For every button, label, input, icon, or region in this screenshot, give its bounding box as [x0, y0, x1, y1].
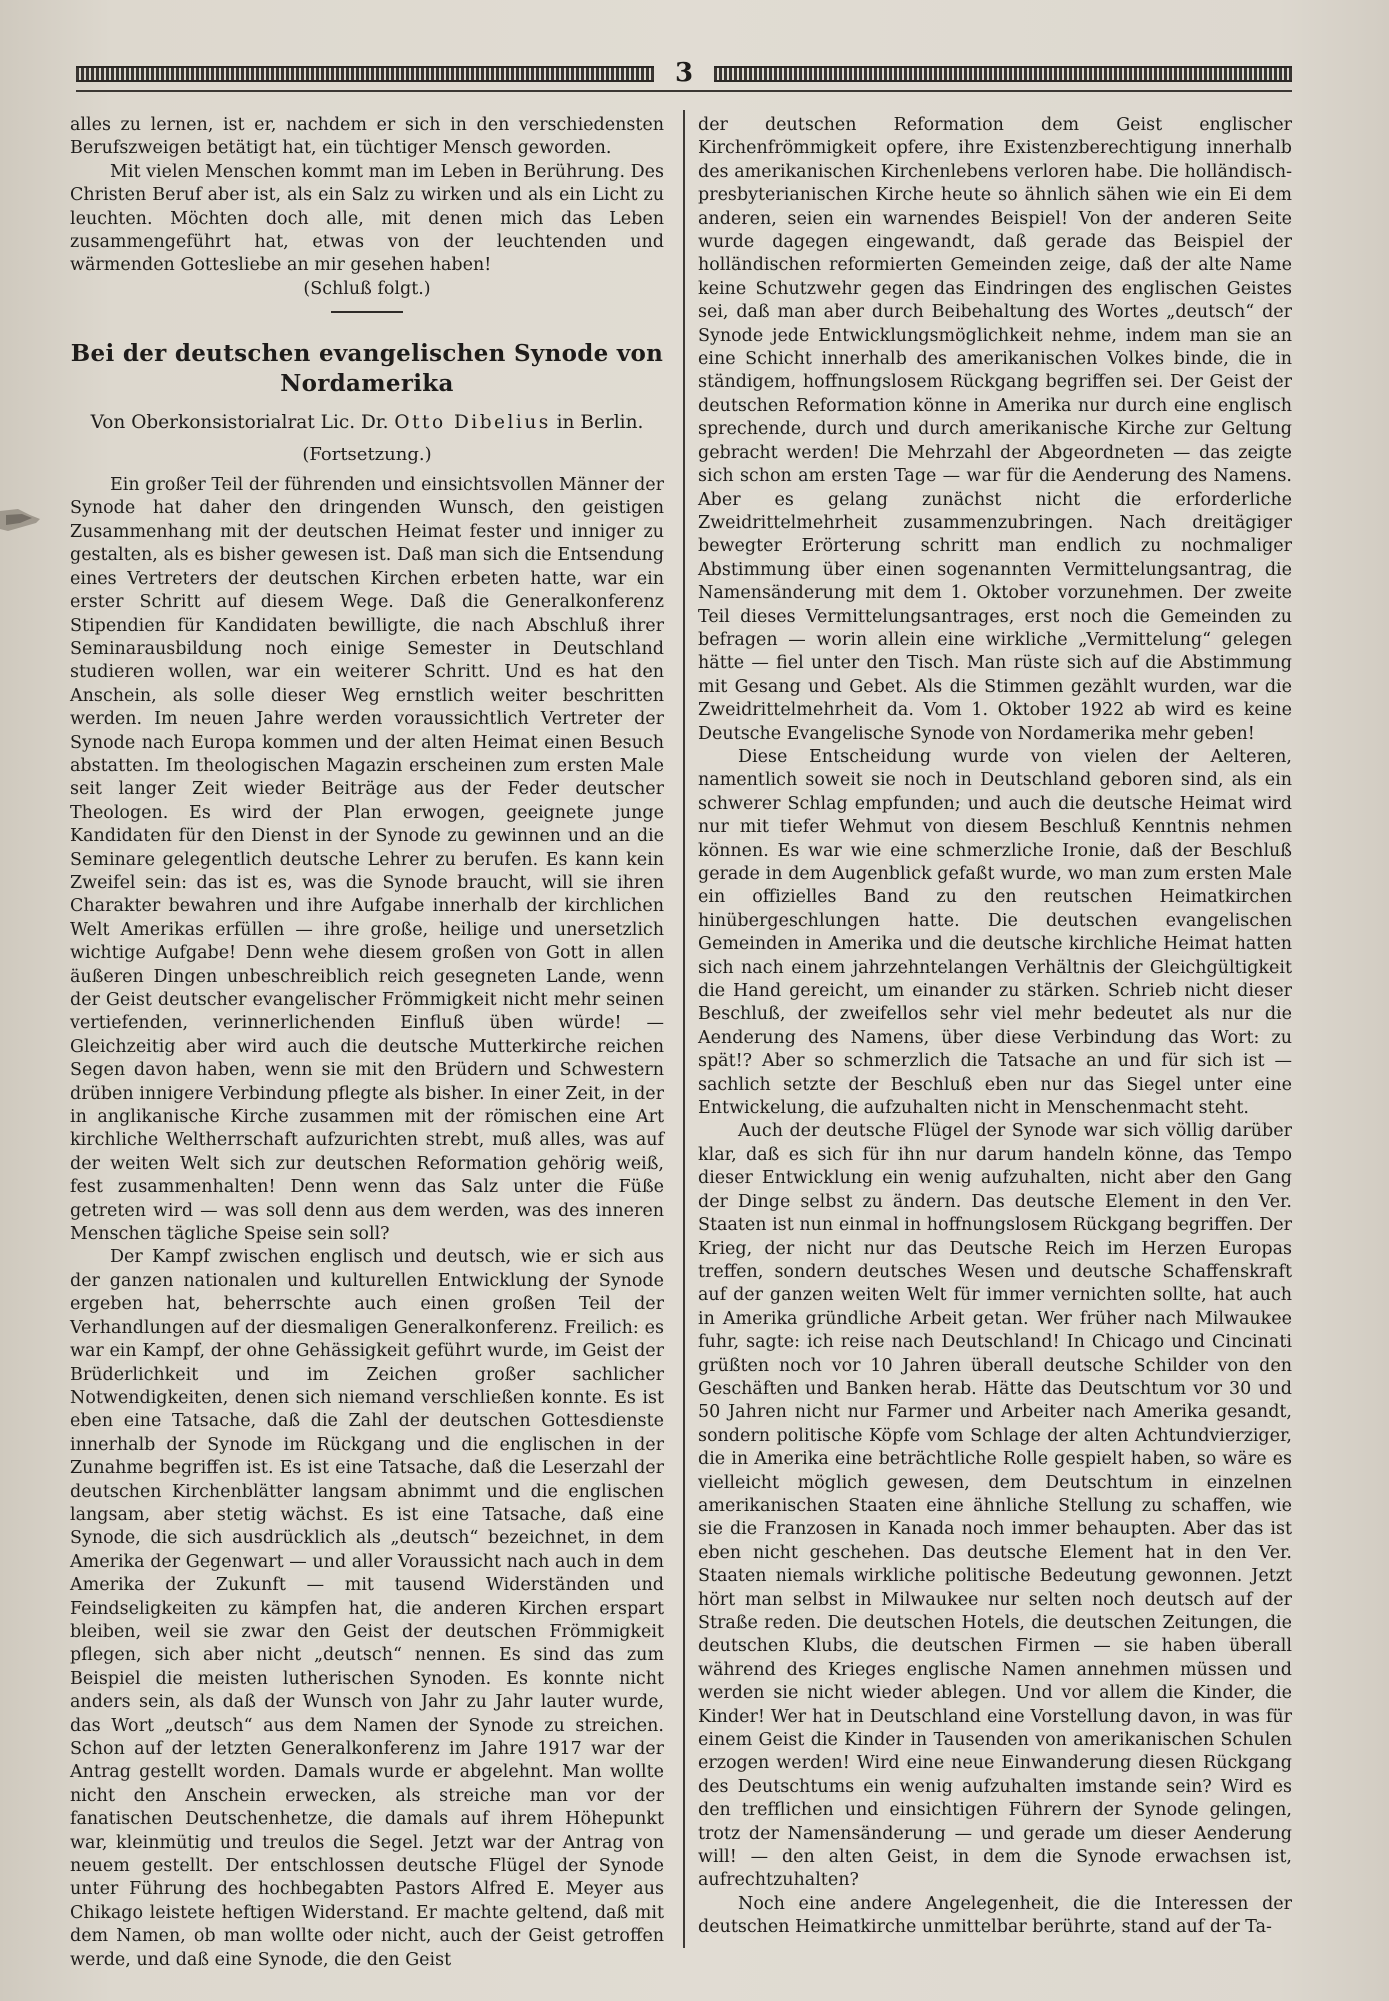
paragraph: Diese Entscheidung wurde von vielen der Aelteren, namentlich soweit sie noch in Deutschland geboren sind, als ein schwerer Schlag empfunden; und auch die deutsche Heimat wird nur mit tiefer Wehmut von diesem Beschluß Kenntnis nehmen können. Es war wie eine schmerzliche Ironie, daß der Beschluß gerade in dem Augenblick gefaßt wurde, wo man zum ersten Male ein offizielles Band zu den reutschen Heimatkirchen hinübergeschlungen hatte. Die deutschen evangelischen Gemeinden in Amerika und die deutsche kirchliche Heimat hatten sich nach einem jahrzehntelangen Verhältnis der Gleichgültigkeit die Hand gereicht, um einander zu stärken. Schrieb nicht dieser Beschluß, der zweifellos sehr viel mehr bedeutet als nur die Aenderung des Namens, über diese Verbindung das Wort: zu spät!? Aber so schmerzlich die Tatsache an und für sich ist — sachlich setzte der Beschluß eben nur das Siegel unter eine Entwickelung, die aufzuhalten nicht in Menschenmacht steht. [698, 746, 1292, 1119]
page-header [76, 58, 1292, 96]
column-divider [683, 110, 685, 1948]
article-title: Bei der deutschen evangelischen Synode von Nordamerika [70, 340, 664, 398]
paragraph: Mit vielen Menschen kommt man im Leben in Berührung. Des Christen Beruf aber ist, als ein Salz zu wirken und als ein Licht zu leuchten. Möchten doch alle, mit denen mich das Leben zusammengeführt hat, etwas von der leuchtenden und wärmenden Gottesliebe an mir gesehen haben! [70, 161, 664, 276]
continuation-paragraph: alles zu lernen, ist er, nachdem er sich in den verschiedensten Berufszweigen betätigt hat, ein tüchtiger Mensch geworden. [70, 115, 664, 159]
section-divider [331, 311, 403, 313]
paragraph: Der Kampf zwischen englisch und deutsch, wie er sich aus der ganzen nationalen und kulturellen Entwicklung der Synode ergeben hat, beherrschte auch einen großen Teil der Verhandlungen auf der diesmaligen Generalkonferenz. Freilich: es war ein Kampf, der ohne Gehässigkeit geführt wurde, im Geist der Brüderlichkeit und im Zeichen großer sachlicher Notwendigkeiten, denen sich niemand verschließen konnte. Es ist eben eine Tatsache, daß die Zahl der deutschen Gottesdienste innerhalb der Synode im Rückgang und die englischen in der Zunahme begriffen ist. Es ist eine Tatsache, daß die Leserzahl der deutschen Kirchenblätter langsam abnimmt und die englischen langsam, aber stetig wächst. Es ist eine Tatsache, daß eine Synode, die sich ausdrücklich als „deutsch“ bezeichnet, in dem Amerika der Gegenwart — und aller Voraussicht nach auch in dem Amerika der Zukunft — mit tausend Widerständen und Feindseligkeiten zu kämpfen hat, die anderen Kirchen erspart bleiben, weil sie zwar den Geist der deutschen Frömmigkeit pflegen, sich aber nicht „deutsch“ nennen. Es sind das zum Beispiel die meisten lutherischen Synoden. Es konnte nicht anders sein, als daß der Wunsch von Jahr zu Jahr lauter wurde, das Wort „deutsch“ aus dem Namen der Synode zu streichen. Schon auf der letzten Generalkonferenz im Jahre 1917 war der Antrag gestellt worden. Damals wurde er abgelehnt. Man wollte nicht den Anschein erwecken, als streiche man vor der fanatischen Deutschenhetze, die damals auf ihrem Höhepunkt war, kleinmütig und treulos die Segel. Jetzt war der Antrag von neuem gestellt. Der entschlossen deutsche Flügel der Synode unter Führung des hochbegabten Pastors Alfred E. Meyer aus Chikago leistete heftigen Widerstand. Er machte geltend, daß mit dem Namen, ob man wollte oder nicht, auch der Geist getroffen werde, und daß eine Synode, die den Geist [70, 1247, 664, 1970]
ornamental-rule-right [714, 66, 1292, 82]
schluss-folgt-note: (Schluß folgt.) [303, 278, 431, 299]
page-number: 3 [674, 58, 694, 88]
ornamental-rule-left [76, 66, 654, 82]
paper-tear-mark [0, 505, 50, 535]
byline-author: Otto Dibelius [394, 412, 551, 434]
paragraph: Noch eine andere Angelegenheit, die die Interessen der deutschen Heimatkirche unmittelbar berührte, stand auf der Ta- [698, 1893, 1292, 1938]
paragraph: Auch der deutsche Flügel der Synode war sich völlig darüber klar, daß es sich für ihn nur darum handeln könne, das Tempo dieser Entwicklung ein wenig aufzuhalten, nicht aber den Gang der Dinge selbst zu ändern. Das deutsche Element in den Ver. Staaten ist nun einmal in hoffnungslosem Rückgang begriffen. Der Krieg, der nicht nur das Deutsche Reich im Herzen Europas treffen, sondern deutsches Wesen und deutsche Schaffenskraft auf der ganzen weiten Welt für immer vernichten sollte, hat auch in Amerika gründliche Arbeit getan. Wer früher nach Milwaukee fuhr, sagte: ich reise nach Deutschland! In Chicago und Cincinati grüßten noch vor 10 Jahren überall deutsche Schilder von den Geschäften und Banken herab. Hätte das Deutschtum vor 30 und 50 Jahren nicht nur Farmer und Arbeiter nach Amerika gesandt, sondern politische Köpfe vom Schlage der alten Achtundvierziger, die in Amerika eine beträchtliche Rolle gespielt haben, so wäre es vielleicht möglich gewesen, dem Deutschtum in einzelnen amerikanischen Staaten eine ähnliche Stellung zu schaffen, wie sie die Franzosen in Kanada noch immer behaupten. Aber das ist eben nicht geschehen. Das deutsche Element hat in den Ver. Staaten niemals wirkliche politische Bedeutung gewonnen. Jetzt hört man selbst in Milwaukee nur selten noch deutsch auf der Straße reden. Die deutschen Hotels, die deutschen Zeitungen, die deutschen Klubs, die deutschen Firmen — sie haben überall während des Krieges englische Namen annehmen müssen und werden sie nicht wieder ablegen. Und vor allem die Kinder, die Kinder! Wer hat in Deutschland eine Vorstellung davon, in was für einem Geist die Kinder in Tausenden von amerikanischen Schulen erzogen werden! Wird eine neue Einwanderung diesen Rückgang des Deutschtums ein wenig aufzuhalten imstande sein? Wird es den trefflichen und einsichtigen Führern der Synode gelingen, trotz der Namensänderung — und gerade um dieser Aenderung will! — den alten Geist, in dem die Synode erwachsen ist, aufrechtzuhalten? [698, 1121, 1292, 1891]
fortsetzung-note: (Fortsetzung.) [302, 443, 432, 465]
byline-suffix: in Berlin. [556, 412, 644, 434]
header-underline [76, 90, 1292, 92]
right-column [698, 114, 1292, 1944]
byline-prefix: Von Oberkonsistorialrat Lic. Dr. [90, 412, 389, 434]
paragraph: Ein großer Teil der führenden und einsichtsvollen Männer der Synode hat daher den dringenden Wunsch, den geistigen Zusammenhang mit der deutschen Heimat fester und inniger zu gestalten, als es bisher gewesen ist. Daß man sich die Entsendung eines Vertreters der deutschen Kirchen erbeten hatte, war ein erster Schritt auf diesem Wege. Daß die Generalkonferenz Stipendien für Kandidaten bewilligte, die nach Abschluß ihrer Seminarausbildung noch einige Semester in Deutschland studieren wollen, war ein weiterer Schritt. Und es hat den Anschein, als solle dieser Weg ernstlich weiter beschritten werden. Im neuen Jahre werden voraussichtlich Vertreter der Synode nach Europa kommen und der alten Heimat einen Besuch abstatten. Im theologischen Magazin erscheinen zum ersten Male seit langer Zeit wieder Beiträge aus der Feder deutscher Theologen. Es wird der Plan erwogen, geeignete junge Kandidaten für den Dienst in der Synode zu gewinnen und an die Seminare gelegentlich deutsche Lehrer zu berufen. Es kann kein Zweifel sein: das ist es, was die Synode braucht, will sie ihren Charakter bewahren und ihre Aufgabe innerhalb der kirchlichen Welt Amerikas erfüllen — ihre große, heilige und unersetzlich wichtige Aufgabe! Denn wehe diesem großen von Gott in allen äußeren Dingen unbeschreiblich reich gesegneten Lande, wenn der Geist deutscher evangelischer Frömmigkeit nicht mehr seinen vertiefenden, verinnerlichenden Einfluß üben würde! — Gleichzeitig aber wird auch die deutsche Mutterkirche reichen Segen davon haben, wenn sie mit den Brüdern und Schwestern drüben innigere Verbindung pflegte als bisher. In einer Zeit, in der in anglikanische Kirche zusammen mit der römischen eine Art kirchliche Weltherrschaft aufzurichten strebt, muß alles, was auf der weiten Welt sich zur deutschen Reformation gehörig weiß, fest zusammenhalten! Denn wenn das Salz unter die Füße getreten wird — was soll denn aus dem werden, was des inneren Menschen tägliche Speise sein soll? [70, 475, 664, 1245]
article-byline [70, 411, 664, 434]
continuation-paragraph: der deutschen Reformation dem Geist englischer Kirchenfrömmigkeit opfere, ihre Existenzberechtigung innerhalb des amerikanischen Kirchenlebens verloren habe. Die holländisch-presbyterianischen Kirche heute so ähnlich sähen wie ein Ei dem anderen, seien ein warnendes Beispiel! Von der anderen Seite wurde dagegen eingewandt, daß gerade das Beispiel der holländischen reformierten Gemeinden zeige, daß der alte Name keine Schutzwehr gegen das Eindringen des englischen Geistes sei, daß man aber durch Beibehaltung des Wortes „deutsch“ der Synode jede Entwicklungsmöglichkeit nehme, indem man sie an eine Schicht innerhalb des amerikanischen Volkes binde, die in ständigem, hoffnungslosem Rückgang begriffen sei. Der Geist der deutschen Reformation könne in Amerika nur durch eine englisch sprechende, durch und durch amerikanische Kirche zur Geltung gebracht werden! Die Mehrzahl der Abgeordneten — das zeigte sich schon am ersten Tage — war für die Aenderung des Namens. Aber es gelang zunächst nicht die erforderliche Zweidrittelmehrheit zusammenzubringen. Nach dreitägiger bewegter Erörterung schritt man endlich zu nochmaliger Abstimmung über einen sogenannten Vermittelungsantrag, die Namensänderung mit dem 1. Oktober vorzunehmen. Der zweite Teil dieses Vermittelungsantrages, erst noch die Gemeinden zu befragen — worin allein eine wirkliche „Vermittelung“ gelegen hätte — fiel unter den Tisch. Man rüste sich auf die Abstimmung mit Gesang und Gebet. Als die Stimmen gezählt wurden, war die Zweidrittelmehrheit da. Vom 1. Oktober 1922 ab wird es keine Deutsche Evangelische Synode von Nordamerika mehr geben! [698, 115, 1292, 744]
left-column [70, 114, 664, 1970]
